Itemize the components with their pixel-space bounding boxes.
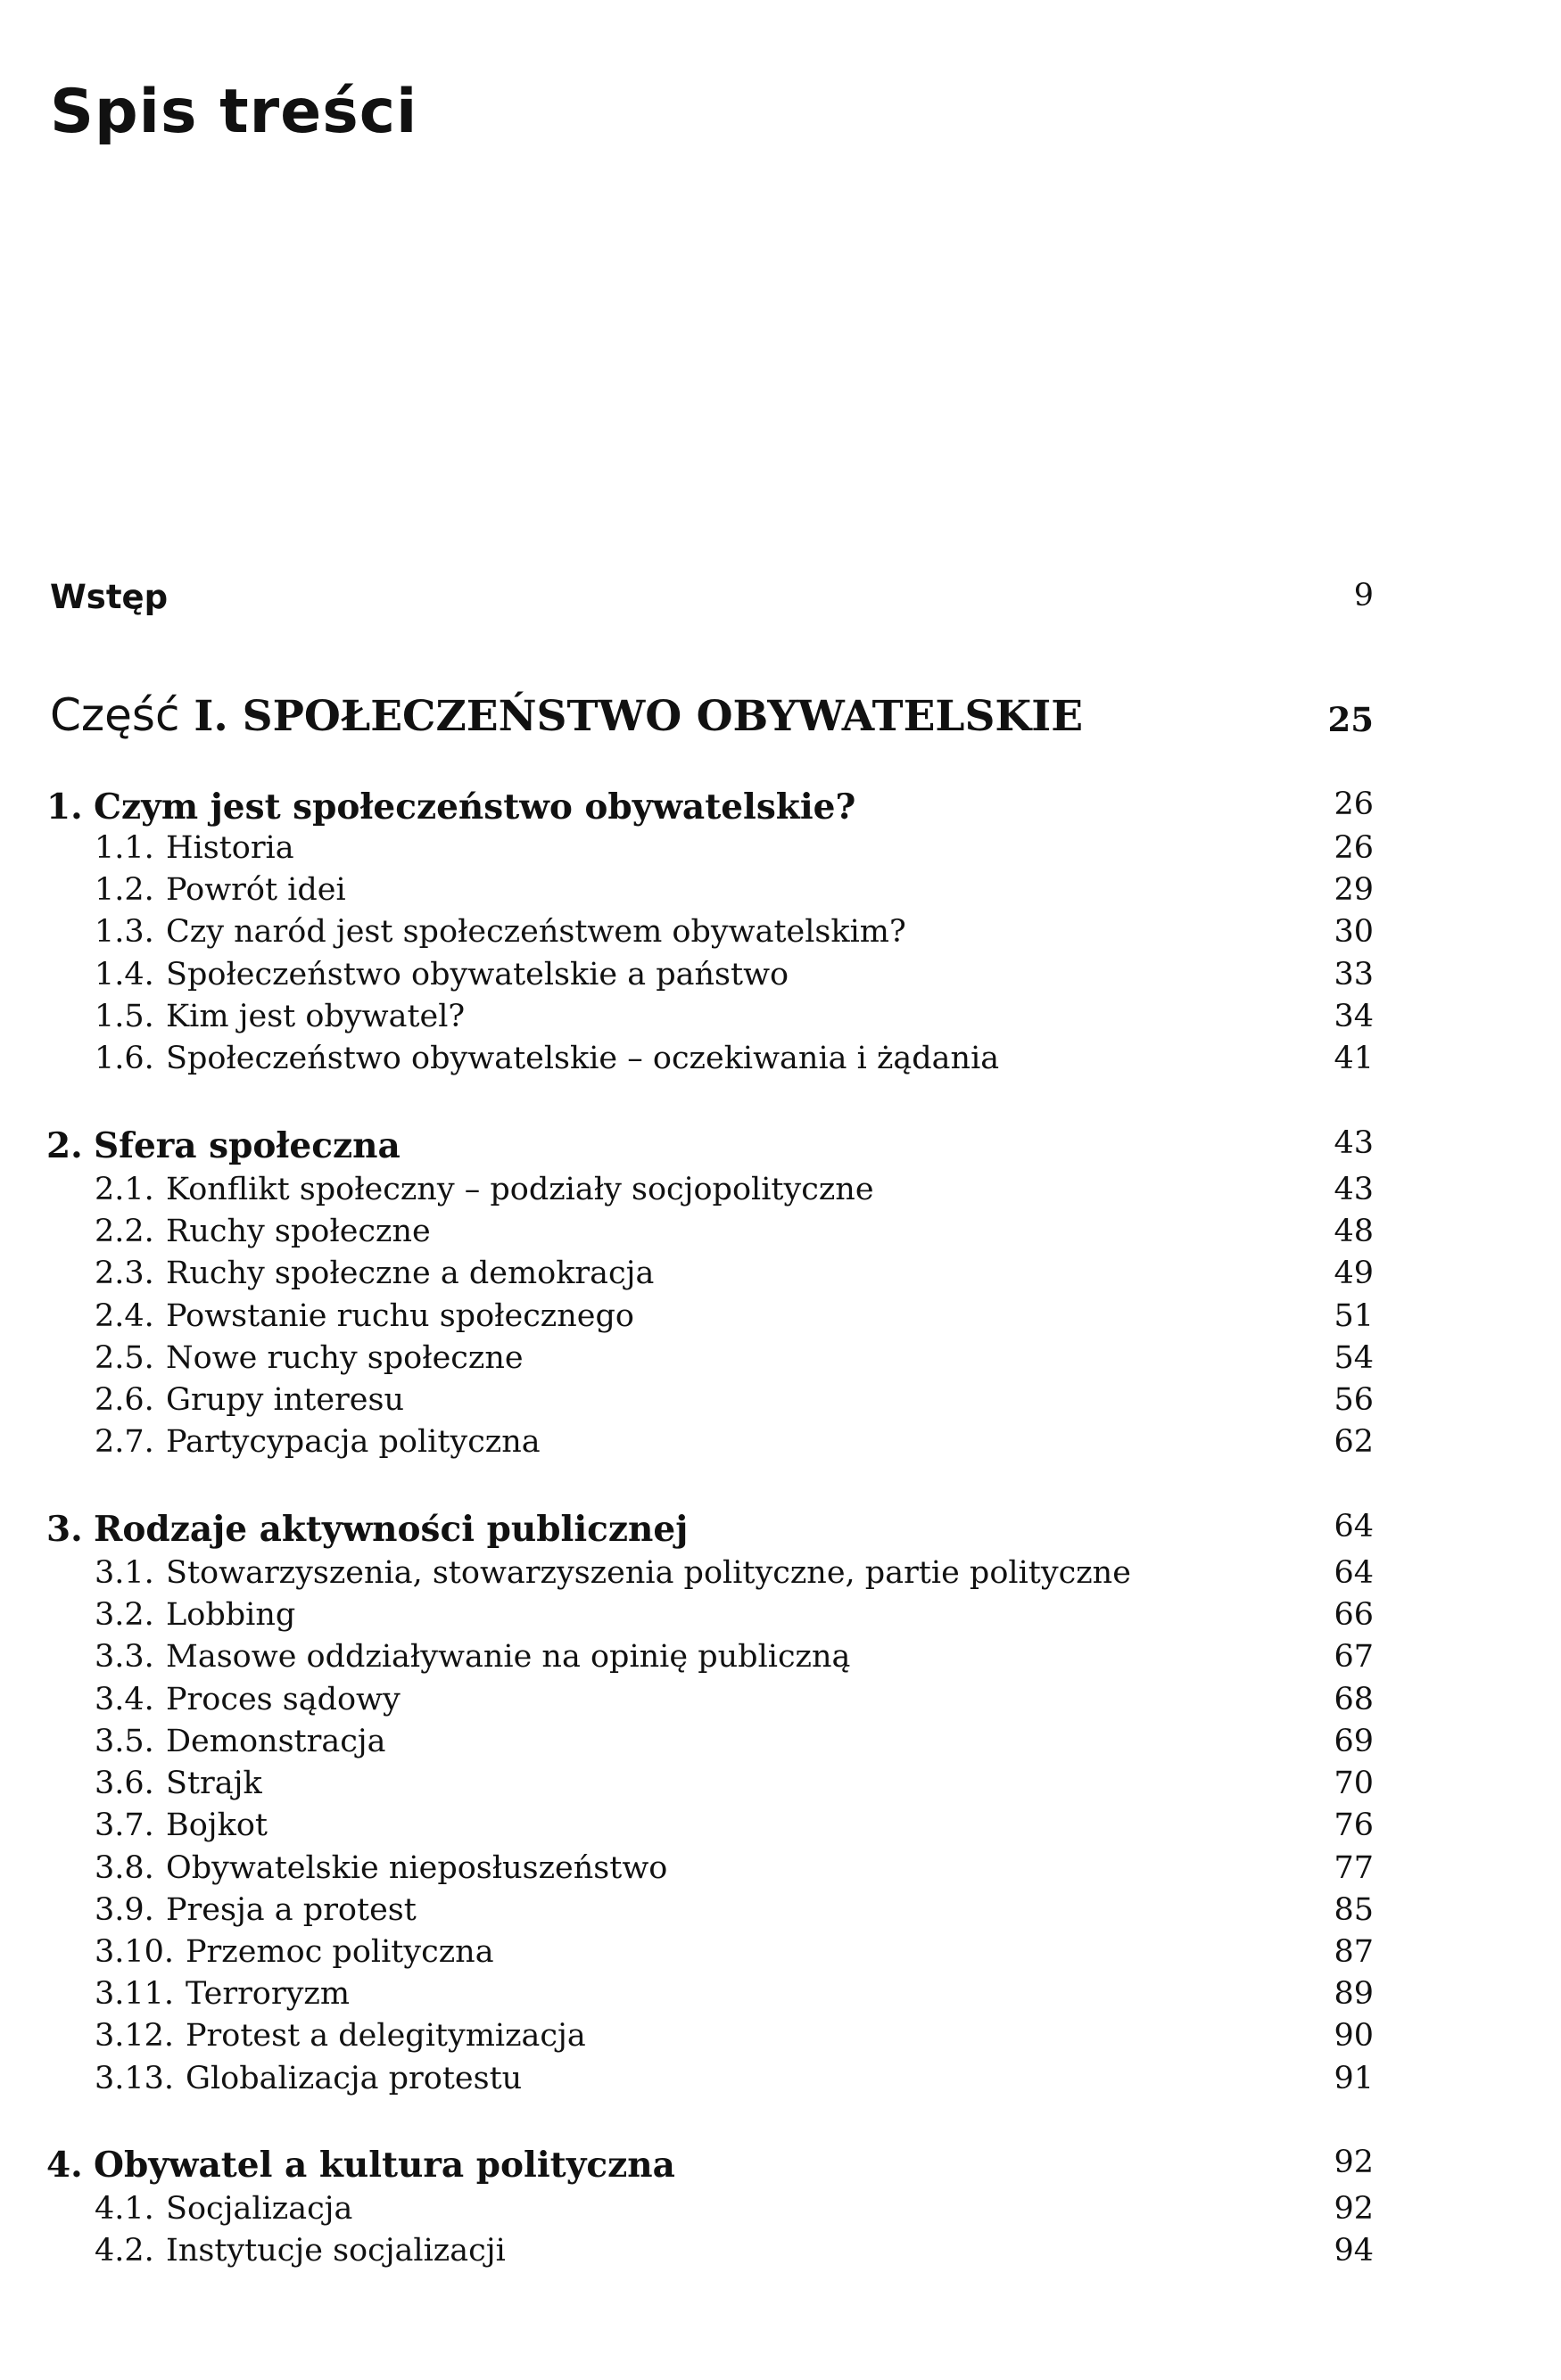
- section-page: 56: [1334, 1382, 1374, 1418]
- section-page: 54: [1334, 1340, 1374, 1376]
- section-number: 3.13.: [95, 2061, 175, 2096]
- section-title: Obywatelskie nieposłuszeństwo: [166, 1850, 668, 1886]
- section-page: 34: [1334, 999, 1374, 1034]
- section-page: 85: [1334, 1892, 1374, 1928]
- section-number: 3.11.: [95, 1976, 175, 2012]
- part-page: 25: [1327, 700, 1374, 739]
- section-number: 3.8.: [95, 1850, 154, 1886]
- section-entry: [0, 999, 1561, 1043]
- section-page: 89: [1334, 1976, 1374, 2012]
- chapter-number: 4.: [46, 2145, 83, 2186]
- section-number: 4.1.: [95, 2191, 154, 2227]
- section-entry: [0, 957, 1561, 1001]
- section-entry: [0, 1682, 1561, 1726]
- section-page: 26: [1334, 830, 1374, 866]
- section-title: Proces sądowy: [166, 1682, 401, 1717]
- section-number: 2.2.: [95, 1214, 154, 1249]
- section-number: 2.3.: [95, 1256, 154, 1291]
- section-number: 3.12.: [95, 2018, 175, 2054]
- section-title: Grupy interesu: [166, 1382, 404, 1418]
- section-title: Protest a delegitymizacja: [186, 2018, 586, 2054]
- section-entry: [0, 1382, 1561, 1427]
- section-entry: [0, 2191, 1561, 2236]
- section-entry: [0, 1340, 1561, 1385]
- section-entry: [0, 1555, 1561, 1600]
- section-page: 94: [1334, 2233, 1374, 2269]
- section-title: Społeczeństwo obywatelskie a państwo: [166, 957, 789, 992]
- section-title: Kim jest obywatel?: [166, 999, 466, 1034]
- section-entry: [0, 1298, 1561, 1343]
- section-title: Czy naród jest społeczeństwem obywatelskim?: [166, 914, 906, 950]
- section-page: 43: [1334, 1172, 1374, 1207]
- section-entry: [0, 1850, 1561, 1895]
- section-page: 77: [1334, 1850, 1374, 1886]
- section-entry: [0, 1256, 1561, 1300]
- part-title: SPOŁECZEŃSTWO OBYWATELSKIE: [242, 692, 1084, 741]
- section-title: Socjalizacja: [166, 2191, 353, 2227]
- section-title: Konflikt społeczny – podziały socjopolityczne: [166, 1172, 874, 1207]
- section-number: 3.9.: [95, 1892, 154, 1928]
- section-title: Lobbing: [166, 1597, 296, 1633]
- section-title: Powstanie ruchu społecznego: [166, 1298, 634, 1334]
- section-entry: [0, 2233, 1561, 2277]
- section-page: 76: [1334, 1808, 1374, 1843]
- part-number: I.: [194, 692, 228, 741]
- chapter-title: Obywatel a kultura polityczna: [94, 2145, 675, 2186]
- section-entry: [0, 1172, 1561, 1216]
- section-title: Strajk: [166, 1766, 262, 1801]
- section-entry: [0, 2018, 1561, 2063]
- toc-entry-intro: [0, 578, 1561, 622]
- page-title: Spis treści: [50, 77, 418, 147]
- section-page: 51: [1334, 1298, 1374, 1334]
- chapter-entry: [0, 1125, 1561, 1170]
- section-number: 3.3.: [95, 1639, 154, 1675]
- section-entry: [0, 1639, 1561, 1684]
- chapter-entry: [0, 1509, 1561, 1553]
- section-entry: [0, 872, 1561, 917]
- section-number: 3.10.: [95, 1934, 175, 1970]
- section-number: 2.6.: [95, 1382, 154, 1418]
- section-title: Ruchy społeczne: [166, 1214, 431, 1249]
- section-number: 4.2.: [95, 2233, 154, 2269]
- section-page: 62: [1334, 1424, 1374, 1460]
- section-title: Instytucje socjalizacji: [166, 2233, 506, 2269]
- section-number: 3.5.: [95, 1724, 154, 1759]
- section-title: Społeczeństwo obywatelskie – oczekiwania i żądania: [166, 1041, 1000, 1076]
- section-entry: [0, 1041, 1561, 1085]
- section-title: Nowe ruchy społeczne: [166, 1340, 524, 1376]
- section-title: Powrót idei: [166, 872, 346, 908]
- intro-page: 9: [1353, 578, 1374, 614]
- section-entry: [0, 1808, 1561, 1852]
- chapter-page: 43: [1334, 1125, 1374, 1161]
- section-title: Stowarzyszenia, stowarzyszenia polityczne, partie polityczne: [166, 1555, 1131, 1591]
- section-title: Presja a protest: [166, 1892, 417, 1928]
- section-number: 3.4.: [95, 1682, 154, 1717]
- section-entry: [0, 1597, 1561, 1642]
- toc-entry-part: [0, 689, 1561, 741]
- section-number: 2.7.: [95, 1424, 154, 1460]
- section-title: Przemoc polityczna: [186, 1934, 494, 1970]
- section-entry: [0, 1724, 1561, 1768]
- section-page: 29: [1334, 872, 1374, 908]
- section-entry: [0, 1976, 1561, 2021]
- chapter-title: Czym jest społeczeństwo obywatelskie?: [94, 786, 856, 828]
- section-page: 66: [1334, 1597, 1374, 1633]
- section-title: Ruchy społeczne a demokracja: [166, 1256, 655, 1291]
- section-entry: [0, 1214, 1561, 1258]
- section-page: 68: [1334, 1682, 1374, 1717]
- section-page: 48: [1334, 1214, 1374, 1249]
- section-page: 67: [1334, 1639, 1374, 1675]
- section-number: 1.1.: [95, 830, 154, 866]
- chapter-page: 26: [1334, 786, 1374, 822]
- section-number: 3.6.: [95, 1766, 154, 1801]
- section-entry: [0, 914, 1561, 959]
- intro-label: Wstęp: [50, 578, 169, 616]
- section-entry: [0, 1934, 1561, 1979]
- section-page: 30: [1334, 914, 1374, 950]
- section-title: Demonstracja: [166, 1724, 386, 1759]
- chapter-title: Rodzaje aktywności publicznej: [94, 1509, 689, 1550]
- section-page: 87: [1334, 1934, 1374, 1970]
- section-number: 1.5.: [95, 999, 154, 1034]
- section-number: 1.6.: [95, 1041, 154, 1076]
- section-number: 1.2.: [95, 872, 154, 908]
- section-number: 1.4.: [95, 957, 154, 992]
- section-number: 2.5.: [95, 1340, 154, 1376]
- chapter-number: 2.: [46, 1125, 83, 1166]
- section-title: Globalizacja protestu: [186, 2061, 523, 2096]
- chapter-page: 92: [1334, 2145, 1374, 2180]
- section-title: Bojkot: [166, 1808, 268, 1843]
- section-entry: [0, 830, 1561, 875]
- chapter-number: 3.: [46, 1509, 83, 1550]
- chapter-title: Sfera społeczna: [94, 1125, 401, 1166]
- section-entry: [0, 1766, 1561, 1810]
- section-number: 3.1.: [95, 1555, 154, 1591]
- section-title: Historia: [166, 830, 294, 866]
- section-number: 1.3.: [95, 914, 154, 950]
- section-number: 3.7.: [95, 1808, 154, 1843]
- section-title: Terroryzm: [186, 1976, 351, 2012]
- chapter-entry: [0, 786, 1561, 831]
- section-page: 33: [1334, 957, 1374, 992]
- section-entry: [0, 1424, 1561, 1469]
- section-page: 41: [1334, 1041, 1374, 1076]
- section-page: 92: [1334, 2191, 1374, 2227]
- chapter-page: 64: [1334, 1509, 1374, 1544]
- section-entry: [0, 1892, 1561, 1937]
- section-number: 2.4.: [95, 1298, 154, 1334]
- section-number: 3.2.: [95, 1597, 154, 1633]
- section-number: 2.1.: [95, 1172, 154, 1207]
- section-page: 70: [1334, 1766, 1374, 1801]
- section-page: 64: [1334, 1555, 1374, 1591]
- section-page: 69: [1334, 1724, 1374, 1759]
- section-page: 91: [1334, 2061, 1374, 2096]
- section-entry: [0, 2061, 1561, 2105]
- section-page: 90: [1334, 2018, 1374, 2054]
- part-prefix: Część: [50, 689, 180, 741]
- part-heading: [50, 689, 1083, 741]
- section-page: 49: [1334, 1256, 1374, 1291]
- section-title: Masowe oddziaływanie na opinię publiczną: [166, 1639, 851, 1675]
- chapter-number: 1.: [46, 786, 83, 828]
- chapter-entry: [0, 2145, 1561, 2189]
- section-title: Partycypacja polityczna: [166, 1424, 541, 1460]
